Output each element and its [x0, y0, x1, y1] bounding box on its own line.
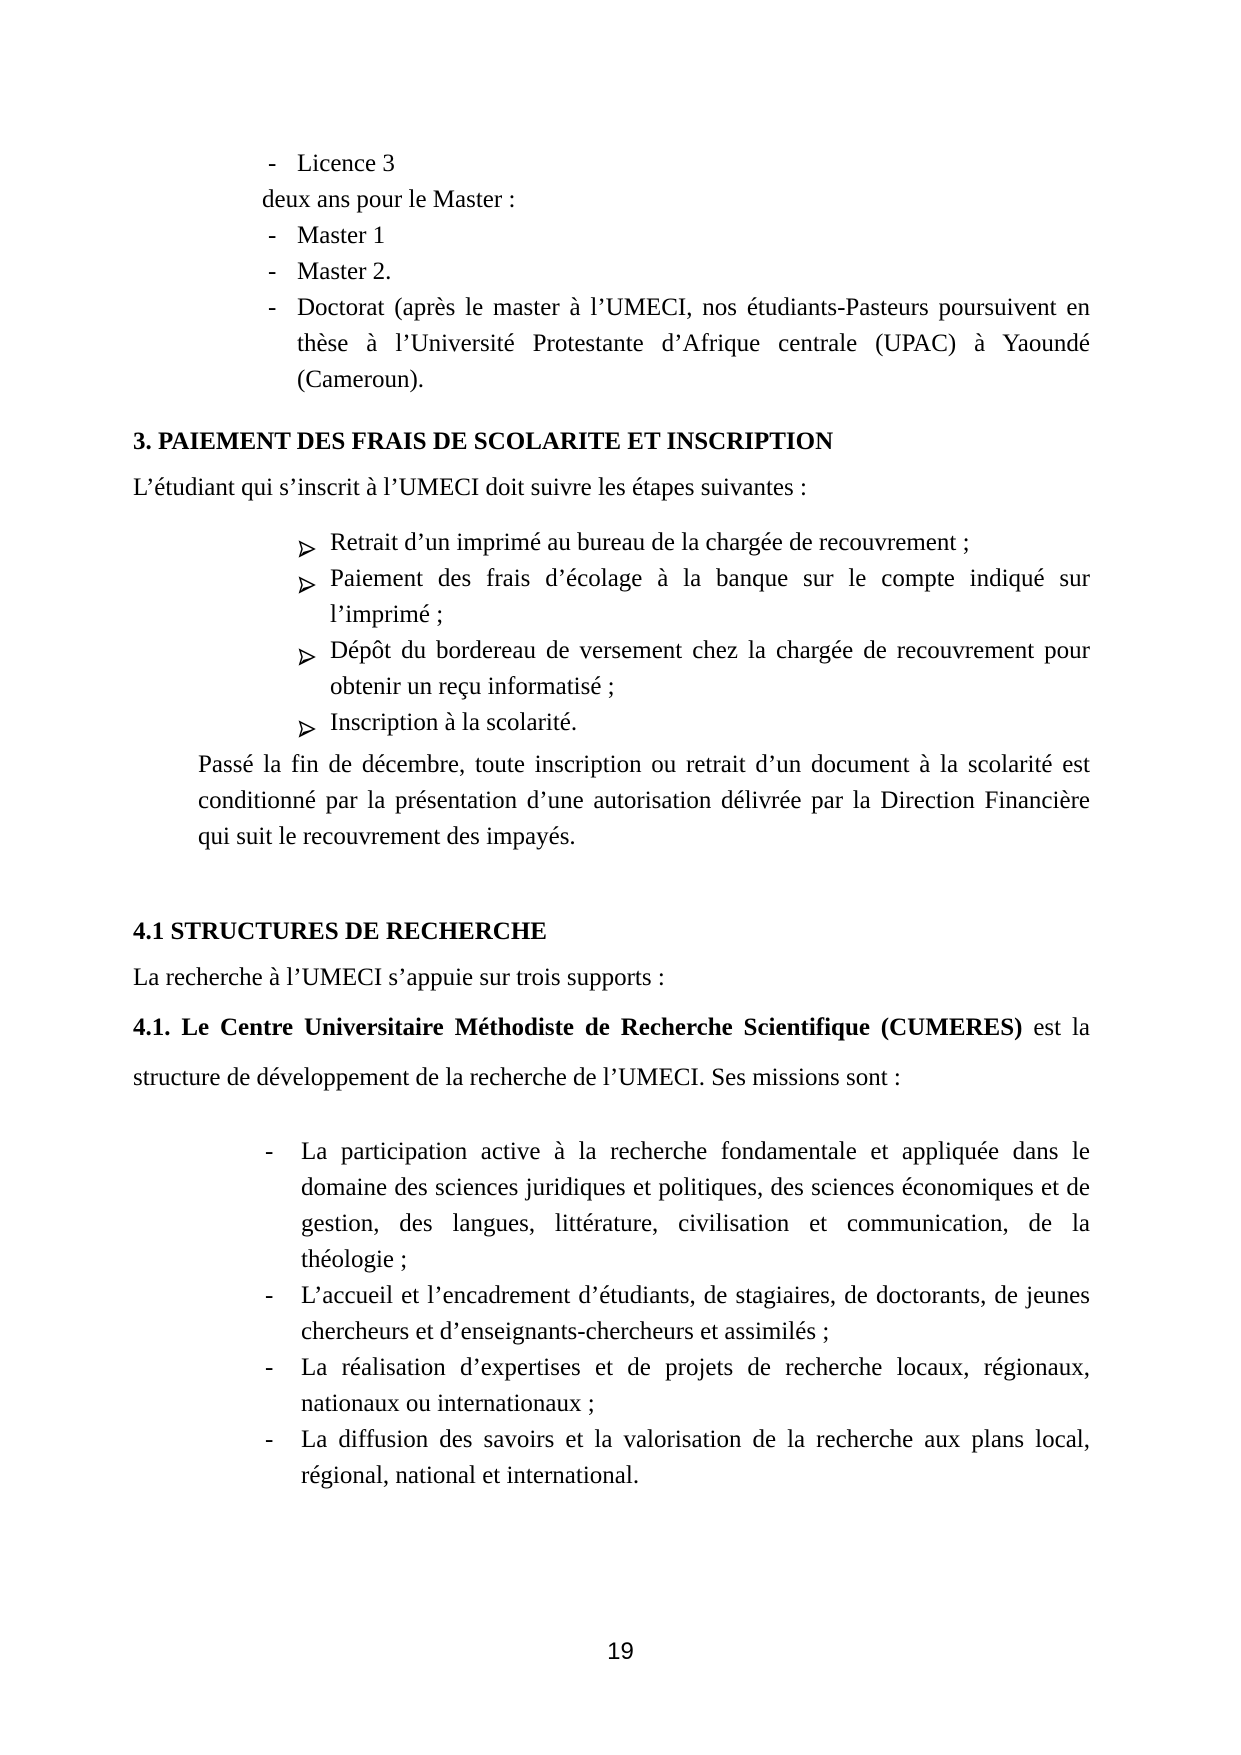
- mission-item-text: L’accueil et l’encadrement d’étudiants, de stagiaires, de doctorants, de jeunes chercheurs et d’enseignants-chercheurs et assimilés ;: [301, 1282, 1090, 1345]
- mission-item-text: La participation active à la recherche fondamentale et appliquée dans le domaine des sciences juridiques et politiques, des sciences économiques et de gestion, des langues, littérature, civilisation et communication, de la théologie ;: [301, 1138, 1090, 1273]
- arrow-bullet-icon: [298, 705, 330, 741]
- step-item-text: Inscription à la scolarité.: [330, 709, 578, 736]
- late-registration-note: Passé la fin de décembre, toute inscription ou retrait d’un document à la scolarité est conditionné par la présentation d’une autorisation délivrée par la Direction Financière qui suit le recouvrement des impayés.: [198, 751, 1090, 850]
- step-item-text: Paiement des frais d’écolage à la banque sur le compte indiqué sur l’imprimé ;: [330, 565, 1090, 628]
- dash-bullet: -: [265, 1354, 274, 1381]
- cumeres-paragraph: [133, 1003, 1090, 1103]
- step-item-text: Dépôt du bordereau de versement chez la chargée de recouvrement pour obtenir un reçu informatisé ;: [330, 637, 1090, 700]
- list-item-text: Master 1: [297, 222, 386, 249]
- step-item: [298, 705, 1090, 741]
- steps-list: [298, 525, 1090, 741]
- mission-item: [263, 1134, 1090, 1278]
- section41-heading: 4.1 STRUCTURES DE RECHERCHE: [133, 918, 547, 945]
- list-item-doctorat: [262, 290, 1090, 398]
- mission-item: [263, 1350, 1090, 1422]
- step-item-text: Retrait d’un imprimé au bureau de la chargée de recouvrement ;: [330, 529, 970, 556]
- dash-bullet: -: [265, 1138, 274, 1165]
- cumeres-regular-text: est la structure de développement de la recherche de l’UMECI. Ses missions sont :: [133, 1014, 1090, 1091]
- list-interjection: deux ans pour le Master :: [262, 186, 516, 213]
- list-item-master1: [262, 218, 1090, 254]
- degree-list: [262, 146, 1090, 398]
- section41-intro: La recherche à l’UMECI s’appuie sur trois supports :: [133, 964, 665, 991]
- step-item: [298, 633, 1090, 705]
- section3-heading: 3. PAIEMENT DES FRAIS DE SCOLARITE ET INSCRIPTION: [133, 428, 834, 455]
- missions-list: [263, 1134, 1090, 1494]
- mission-item-text: La diffusion des savoirs et la valorisation de la recherche aux plans local, régional, national et international.: [301, 1426, 1090, 1489]
- dash-bullet: -: [268, 294, 277, 321]
- dash-bullet: -: [265, 1282, 274, 1309]
- step-item: [298, 561, 1090, 633]
- page-number: 19: [607, 1638, 634, 1665]
- arrow-bullet-icon: [298, 525, 330, 561]
- list-item-text: Licence 3: [297, 150, 395, 177]
- dash-bullet: -: [268, 222, 277, 249]
- list-item-text: Master 2.: [297, 258, 392, 285]
- list-item-master2: [262, 254, 1090, 290]
- cumeres-bold-text: 4.1. Le Centre Universitaire Méthodiste de Recherche Scientifique (CUMERES): [133, 1014, 1023, 1041]
- mission-item: [263, 1278, 1090, 1350]
- list-item-licence3: [262, 146, 1090, 182]
- step-item: [298, 525, 1090, 561]
- dash-bullet: -: [268, 150, 277, 177]
- mission-item-text: La réalisation d’expertises et de projets de recherche locaux, régionaux, nationaux ou internationaux ;: [301, 1354, 1090, 1417]
- dash-bullet: -: [265, 1426, 274, 1453]
- dash-bullet: -: [268, 258, 277, 285]
- arrow-bullet-icon: [298, 633, 330, 669]
- section3-intro: L’étudiant qui s’inscrit à l’UMECI doit suivre les étapes suivantes :: [133, 474, 807, 501]
- list-item-text: Doctorat (après le master à l’UMECI, nos étudiants-Pasteurs poursuivent en thèse à l’Université Protestante d’Afrique centrale (UPAC) à Yaoundé (Cameroun).: [297, 294, 1090, 393]
- mission-item: [263, 1422, 1090, 1494]
